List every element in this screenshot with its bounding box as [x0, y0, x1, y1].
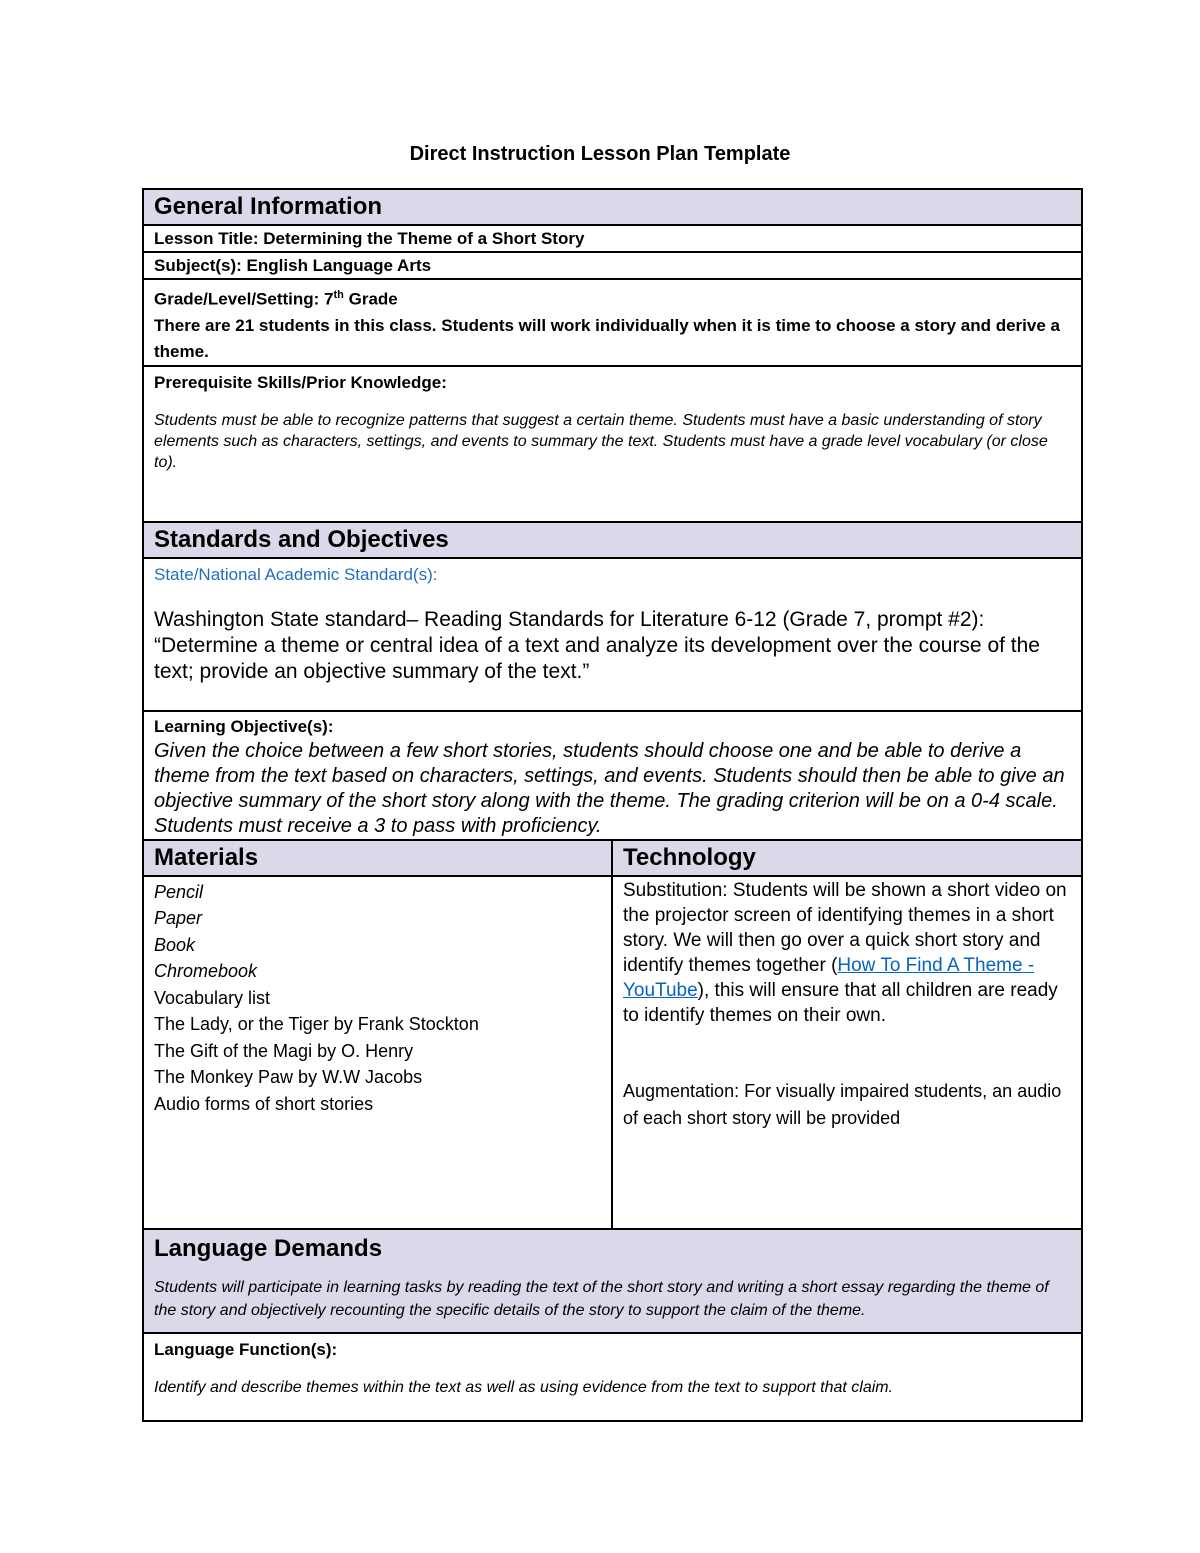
grade-suffix: Grade	[343, 289, 398, 309]
materials-header	[143, 840, 612, 876]
list-item: Book	[154, 934, 196, 955]
language-function-row	[143, 1333, 1082, 1421]
general-information-title: General Information	[154, 193, 383, 220]
list-item: The Lady, or the Tiger by Frank Stockton	[154, 1014, 479, 1035]
list-item: Pencil	[154, 881, 204, 902]
materials-title: Materials	[154, 843, 259, 871]
technology-title: Technology	[623, 843, 756, 871]
lesson-title: Lesson Title: Determining the Theme of a Short Story	[154, 229, 585, 248]
objective-text: Given the choice between a few short stories, students should choose one and be able to derive a theme from the text based on characters, settings, and events. Students should then be able to give an objective summary of the short story along with the theme. The grading criterion will be on a 0-4 scale. Students must receive a 3 to pass with proficiency.	[154, 739, 1065, 837]
list-item: Paper	[154, 908, 203, 929]
general-information-header	[143, 189, 1082, 225]
language-demands-title: Language Demands	[154, 1234, 383, 1262]
page-title: Direct Instruction Lesson Plan Template	[409, 143, 791, 165]
language-demands-text: Students will participate in learning tasks by reading the text of the short story and writing a short essay regarding the theme of the story and objectively recounting the specific details of the story to support the claim of the theme.	[154, 1278, 1049, 1319]
grade-sup: th	[333, 289, 344, 301]
language-function-label: Language Function(s):	[154, 1339, 338, 1359]
lesson-title-row	[143, 225, 1082, 252]
standards-objectives-title: Standards and Objectives	[154, 525, 449, 553]
technology-header	[612, 840, 1082, 876]
subjects-row	[143, 252, 1082, 279]
prerequisite-text: Students must be able to recognize patterns that suggest a certain theme. Students must have a basic understanding of story elements such as characters, settings, and events to summary the text. Students must have a grade level vocabulary (or close to).	[154, 411, 1048, 471]
standards-row	[143, 558, 1082, 711]
substitution-after: ), this will ensure that all children are ready to identify themes on their own.	[623, 979, 1058, 1026]
list-item: Vocabulary list	[154, 987, 271, 1008]
materials-cell	[143, 876, 612, 1229]
lesson-plan-table	[142, 188, 1083, 1422]
substitution-text	[623, 877, 1071, 1028]
standards-objectives-header	[143, 522, 1082, 558]
youtube-link[interactable]: How To Find A Theme - YouTube	[623, 954, 1035, 1001]
grade-prefix: Grade/Level/Setting: 7	[154, 289, 334, 309]
list-item: Chromebook	[154, 961, 258, 982]
subjects: Subject(s): English Language Arts	[154, 256, 432, 275]
grade-row	[143, 279, 1082, 366]
standard-text: Washington State standard– Reading Standards for Literature 6-12 (Grade 7, prompt #2): “Determine a theme or central idea of a text and analyze its development over the course of the text; provide an objective summary of the text.”	[154, 607, 1040, 683]
materials-list	[154, 877, 601, 1118]
list-item: The Monkey Paw by W.W Jacobs	[154, 1067, 423, 1088]
prerequisite-row	[143, 366, 1082, 522]
technology-cell	[612, 876, 1082, 1229]
class-info: There are 21 students in this class. Students will work individually when it is time to choose a story and derive a theme.	[154, 315, 1060, 361]
grade-level-setting	[154, 280, 1071, 313]
language-function-text: Identify and describe themes within the text as well as using evidence from the text to support that claim.	[154, 1378, 894, 1396]
standard-label: State/National Academic Standard(s):	[154, 564, 438, 584]
objective-label: Learning Objective(s):	[154, 716, 334, 736]
list-item: The Gift of the Magi by O. Henry	[154, 1040, 414, 1061]
language-demands-cell	[143, 1229, 1082, 1333]
list-item: Audio forms of short stories	[154, 1093, 374, 1114]
objectives-row	[143, 711, 1082, 840]
substitution-before: Substitution: Students will be shown a short video on the projector screen of identifying themes in a short story. We will then go over a quick short story and identify themes together (	[623, 879, 1067, 976]
augmentation-text: Augmentation: For visually impaired students, an audio of each short story will be provided	[623, 1080, 1062, 1128]
prerequisite-label: Prerequisite Skills/Prior Knowledge:	[154, 372, 447, 392]
